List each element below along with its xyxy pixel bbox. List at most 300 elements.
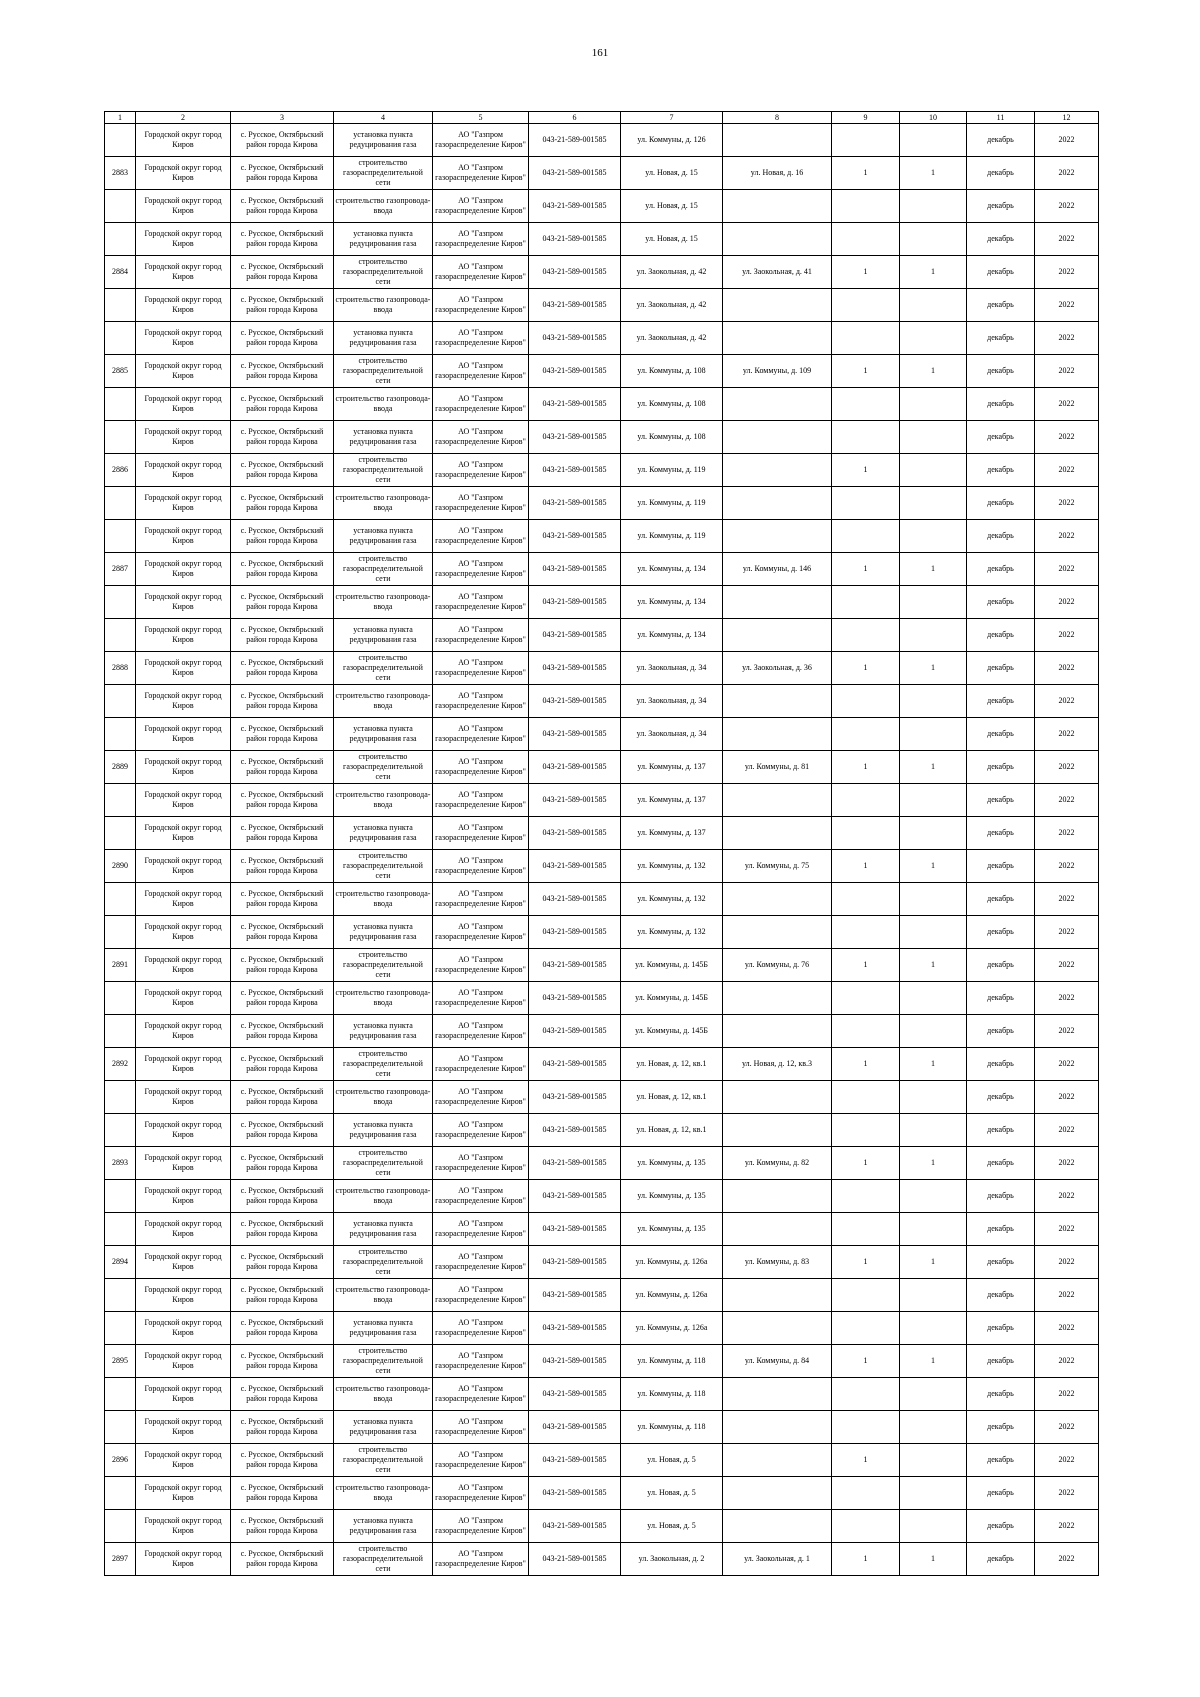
table-cell-col-2: Городской округ город Киров: [136, 817, 231, 850]
table-cell-col-3: с. Русское, Октябрьский район города Кирова: [231, 1312, 334, 1345]
table-cell-col-4: установка пункта редуцирования газа: [334, 1312, 433, 1345]
table-row: [105, 652, 1099, 685]
table-cell-col-11: декабрь: [967, 619, 1035, 652]
table-cell-col-8: [723, 916, 832, 949]
table-cell-col-12: 2022: [1035, 520, 1099, 553]
table-row: [105, 223, 1099, 256]
table-cell-col-9: 1: [832, 652, 900, 685]
table-cell-col-4: строительство газопровода-ввода: [334, 289, 433, 322]
table-row: [105, 1411, 1099, 1444]
table-cell-col-8: [723, 1180, 832, 1213]
table-cell-col-3: с. Русское, Октябрьский район города Кирова: [231, 850, 334, 883]
table-cell-col-2: Городской округ город Киров: [136, 388, 231, 421]
table-cell-col-5: АО "Газпром газораспределение Киров": [433, 157, 529, 190]
table-cell-col-1: 2890: [105, 850, 136, 883]
table-cell-col-12: 2022: [1035, 1147, 1099, 1180]
table-cell-col-2: Городской округ город Киров: [136, 1279, 231, 1312]
table-cell-col-8: [723, 784, 832, 817]
table-cell-col-7: ул. Коммуны, д. 135: [621, 1213, 723, 1246]
table-cell-col-6: 043-21-589-001585: [529, 487, 621, 520]
table-cell-col-3: с. Русское, Октябрьский район города Кирова: [231, 1345, 334, 1378]
table-row: [105, 751, 1099, 784]
table-cell-col-8: [723, 685, 832, 718]
table-cell-col-10: [900, 1411, 967, 1444]
table-cell-col-8: [723, 388, 832, 421]
table-cell-col-9: [832, 1213, 900, 1246]
table-cell-col-7: ул. Коммуны, д. 137: [621, 784, 723, 817]
table-cell-col-12: 2022: [1035, 619, 1099, 652]
table-cell-col-1: [105, 1510, 136, 1543]
table-cell-col-2: Городской округ город Киров: [136, 1345, 231, 1378]
table-cell-col-11: декабрь: [967, 355, 1035, 388]
column-number-cell: 6: [529, 112, 621, 124]
table-cell-col-12: 2022: [1035, 1180, 1099, 1213]
table-cell-col-7: ул. Коммуны, д. 118: [621, 1345, 723, 1378]
table-cell-col-9: [832, 1411, 900, 1444]
table-cell-col-5: АО "Газпром газораспределение Киров": [433, 1411, 529, 1444]
table-cell-col-4: строительство газораспределительной сети: [334, 553, 433, 586]
table-cell-col-12: 2022: [1035, 124, 1099, 157]
table-cell-col-3: с. Русское, Октябрьский район города Кирова: [231, 190, 334, 223]
table-cell-col-4: установка пункта редуцирования газа: [334, 916, 433, 949]
table-cell-col-12: 2022: [1035, 784, 1099, 817]
table-cell-col-1: [105, 1411, 136, 1444]
table-row: [105, 454, 1099, 487]
table-cell-col-6: 043-21-589-001585: [529, 1048, 621, 1081]
table-cell-col-7: ул. Коммуны, д. 135: [621, 1180, 723, 1213]
table-cell-col-8: [723, 520, 832, 553]
table-cell-col-8: [723, 1477, 832, 1510]
table-cell-col-8: ул. Новая, д. 16: [723, 157, 832, 190]
table-cell-col-2: Городской округ город Киров: [136, 1411, 231, 1444]
table-cell-col-5: АО "Газпром газораспределение Киров": [433, 817, 529, 850]
table-cell-col-11: декабрь: [967, 190, 1035, 223]
table-cell-col-1: 2895: [105, 1345, 136, 1378]
table-cell-col-7: ул. Коммуны, д. 145Б: [621, 949, 723, 982]
table-cell-col-3: с. Русское, Октябрьский район города Кирова: [231, 256, 334, 289]
table-cell-col-6: 043-21-589-001585: [529, 685, 621, 718]
table-cell-col-3: с. Русское, Октябрьский район города Кирова: [231, 1543, 334, 1576]
table-cell-col-7: ул. Заокольная, д. 42: [621, 256, 723, 289]
table-cell-col-7: ул. Коммуны, д. 134: [621, 586, 723, 619]
table-cell-col-2: Городской округ город Киров: [136, 652, 231, 685]
table-cell-col-7: ул. Коммуны, д. 108: [621, 388, 723, 421]
table-cell-col-6: 043-21-589-001585: [529, 190, 621, 223]
table-cell-col-12: 2022: [1035, 1378, 1099, 1411]
table-cell-col-4: установка пункта редуцирования газа: [334, 1411, 433, 1444]
table-cell-col-9: 1: [832, 157, 900, 190]
column-number-cell: 4: [334, 112, 433, 124]
table-row: [105, 949, 1099, 982]
table-cell-col-6: 043-21-589-001585: [529, 355, 621, 388]
table-row: [105, 124, 1099, 157]
table-cell-col-3: с. Русское, Октябрьский район города Кирова: [231, 1279, 334, 1312]
table-cell-col-12: 2022: [1035, 949, 1099, 982]
table-cell-col-3: с. Русское, Октябрьский район города Кирова: [231, 1477, 334, 1510]
table-cell-col-9: [832, 619, 900, 652]
table-cell-col-8: [723, 1510, 832, 1543]
table-cell-col-5: АО "Газпром газораспределение Киров": [433, 1378, 529, 1411]
table-cell-col-9: 1: [832, 751, 900, 784]
table-cell-col-9: 1: [832, 1543, 900, 1576]
table-cell-col-10: [900, 322, 967, 355]
table-row: [105, 784, 1099, 817]
table-cell-col-9: [832, 190, 900, 223]
table-cell-col-11: декабрь: [967, 916, 1035, 949]
table-row: [105, 1015, 1099, 1048]
table-cell-col-7: ул. Коммуны, д. 135: [621, 1147, 723, 1180]
table-cell-col-5: АО "Газпром газораспределение Киров": [433, 223, 529, 256]
table-cell-col-6: 043-21-589-001585: [529, 949, 621, 982]
column-number-cell: 12: [1035, 112, 1099, 124]
table-cell-col-8: [723, 289, 832, 322]
table-cell-col-11: декабрь: [967, 487, 1035, 520]
table-cell-col-3: с. Русское, Октябрьский район города Кирова: [231, 685, 334, 718]
table-cell-col-7: ул. Коммуны, д. 132: [621, 850, 723, 883]
register-table: [104, 111, 1099, 1576]
table-cell-col-1: 2894: [105, 1246, 136, 1279]
table-cell-col-3: с. Русское, Октябрьский район города Кирова: [231, 322, 334, 355]
table-cell-col-9: 1: [832, 850, 900, 883]
table-cell-col-7: ул. Коммуны, д. 132: [621, 883, 723, 916]
table-cell-col-9: 1: [832, 949, 900, 982]
table-cell-col-4: установка пункта редуцирования газа: [334, 124, 433, 157]
table-cell-col-9: [832, 1378, 900, 1411]
table-cell-col-11: декабрь: [967, 1378, 1035, 1411]
table-cell-col-8: ул. Коммуны, д. 146: [723, 553, 832, 586]
table-cell-col-2: Городской округ город Киров: [136, 520, 231, 553]
table-cell-col-3: с. Русское, Октябрьский район города Кирова: [231, 784, 334, 817]
table-cell-col-1: [105, 1312, 136, 1345]
table-cell-col-7: ул. Коммуны, д. 108: [621, 355, 723, 388]
table-cell-col-11: декабрь: [967, 1543, 1035, 1576]
table-cell-col-4: строительство газопровода-ввода: [334, 784, 433, 817]
table-cell-col-2: Городской округ город Киров: [136, 1477, 231, 1510]
table-cell-col-8: ул. Коммуны, д. 84: [723, 1345, 832, 1378]
table-cell-col-2: Городской округ город Киров: [136, 1510, 231, 1543]
table-cell-col-8: ул. Коммуны, д. 75: [723, 850, 832, 883]
table-cell-col-1: [105, 1279, 136, 1312]
table-cell-col-4: установка пункта редуцирования газа: [334, 1213, 433, 1246]
table-cell-col-2: Городской округ город Киров: [136, 1444, 231, 1477]
table-cell-col-7: ул. Коммуны, д. 118: [621, 1378, 723, 1411]
table-cell-col-6: 043-21-589-001585: [529, 1510, 621, 1543]
table-cell-col-8: [723, 1279, 832, 1312]
table-cell-col-6: 043-21-589-001585: [529, 1147, 621, 1180]
table-cell-col-3: с. Русское, Октябрьский район города Кирова: [231, 751, 334, 784]
table-cell-col-7: ул. Заокольная, д. 42: [621, 322, 723, 355]
table-row: [105, 1543, 1099, 1576]
table-cell-col-6: 043-21-589-001585: [529, 1246, 621, 1279]
table-cell-col-2: Городской округ город Киров: [136, 718, 231, 751]
table-cell-col-7: ул. Новая, д. 15: [621, 157, 723, 190]
table-cell-col-3: с. Русское, Октябрьский район города Кирова: [231, 1378, 334, 1411]
table-cell-col-8: [723, 1378, 832, 1411]
table-cell-col-10: [900, 817, 967, 850]
table-cell-col-2: Городской округ город Киров: [136, 190, 231, 223]
table-cell-col-5: АО "Газпром газораспределение Киров": [433, 1477, 529, 1510]
table-cell-col-12: 2022: [1035, 652, 1099, 685]
table-cell-col-1: [105, 487, 136, 520]
table-cell-col-11: декабрь: [967, 586, 1035, 619]
table-cell-col-1: [105, 883, 136, 916]
table-cell-col-3: с. Русское, Октябрьский район города Кирова: [231, 157, 334, 190]
table-cell-col-11: декабрь: [967, 883, 1035, 916]
table-cell-col-3: с. Русское, Октябрьский район города Кирова: [231, 1213, 334, 1246]
table-row: [105, 883, 1099, 916]
table-cell-col-11: декабрь: [967, 1246, 1035, 1279]
table-cell-col-4: строительство газораспределительной сети: [334, 1246, 433, 1279]
table-cell-col-10: [900, 718, 967, 751]
table-cell-col-10: 1: [900, 949, 967, 982]
table-cell-col-3: с. Русское, Октябрьский район города Кирова: [231, 520, 334, 553]
table-cell-col-6: 043-21-589-001585: [529, 553, 621, 586]
table-cell-col-7: ул. Коммуны, д. 145Б: [621, 982, 723, 1015]
table-cell-col-8: [723, 1015, 832, 1048]
table-cell-col-9: [832, 289, 900, 322]
table-row: [105, 1345, 1099, 1378]
table-cell-col-3: с. Русское, Октябрьский район города Кирова: [231, 1246, 334, 1279]
table-cell-col-5: АО "Газпром газораспределение Киров": [433, 751, 529, 784]
table-cell-col-11: декабрь: [967, 256, 1035, 289]
table-cell-col-4: строительство газопровода-ввода: [334, 487, 433, 520]
table-cell-col-11: декабрь: [967, 817, 1035, 850]
table-cell-col-5: АО "Газпром газораспределение Киров": [433, 619, 529, 652]
table-cell-col-3: с. Русское, Октябрьский район города Кирова: [231, 355, 334, 388]
table-cell-col-9: [832, 1477, 900, 1510]
table-cell-col-10: [900, 1180, 967, 1213]
table-cell-col-9: [832, 1114, 900, 1147]
table-cell-col-6: 043-21-589-001585: [529, 289, 621, 322]
table-cell-col-6: 043-21-589-001585: [529, 982, 621, 1015]
table-cell-col-7: ул. Коммуны, д. 132: [621, 916, 723, 949]
table-cell-col-9: [832, 586, 900, 619]
table-cell-col-2: Городской округ город Киров: [136, 1543, 231, 1576]
table-cell-col-10: [900, 685, 967, 718]
table-cell-col-6: 043-21-589-001585: [529, 256, 621, 289]
table-cell-col-5: АО "Газпром газораспределение Киров": [433, 685, 529, 718]
table-row: [105, 322, 1099, 355]
table-cell-col-5: АО "Газпром газораспределение Киров": [433, 916, 529, 949]
table-cell-col-4: строительство газопровода-ввода: [334, 388, 433, 421]
table-cell-col-5: АО "Газпром газораспределение Киров": [433, 454, 529, 487]
table-cell-col-8: ул. Заокольная, д. 41: [723, 256, 832, 289]
table-cell-col-4: строительство газораспределительной сети: [334, 1147, 433, 1180]
table-cell-col-9: [832, 1015, 900, 1048]
table-cell-col-7: ул. Коммуны, д. 119: [621, 520, 723, 553]
table-cell-col-4: установка пункта редуцирования газа: [334, 718, 433, 751]
table-cell-col-6: 043-21-589-001585: [529, 1345, 621, 1378]
table-cell-col-8: [723, 817, 832, 850]
table-cell-col-2: Городской округ город Киров: [136, 454, 231, 487]
table-cell-col-11: декабрь: [967, 1510, 1035, 1543]
table-cell-col-8: [723, 1411, 832, 1444]
table-cell-col-1: 2892: [105, 1048, 136, 1081]
table-cell-col-1: [105, 718, 136, 751]
table-cell-col-6: 043-21-589-001585: [529, 421, 621, 454]
table-cell-col-1: [105, 619, 136, 652]
table-cell-col-3: с. Русское, Октябрьский район города Кирова: [231, 817, 334, 850]
table-cell-col-10: 1: [900, 1246, 967, 1279]
table-cell-col-4: установка пункта редуцирования газа: [334, 322, 433, 355]
table-cell-col-11: декабрь: [967, 1081, 1035, 1114]
table-cell-col-7: ул. Новая, д. 15: [621, 223, 723, 256]
table-cell-col-9: [832, 784, 900, 817]
table-row: [105, 190, 1099, 223]
column-number-cell: 3: [231, 112, 334, 124]
table-cell-col-5: АО "Газпром газораспределение Киров": [433, 883, 529, 916]
table-cell-col-8: [723, 718, 832, 751]
table-cell-col-4: строительство газораспределительной сети: [334, 949, 433, 982]
table-cell-col-6: 043-21-589-001585: [529, 388, 621, 421]
table-cell-col-4: установка пункта редуцирования газа: [334, 817, 433, 850]
table-row: [105, 916, 1099, 949]
table-cell-col-10: [900, 223, 967, 256]
table-cell-col-6: 043-21-589-001585: [529, 1411, 621, 1444]
table-cell-col-6: 043-21-589-001585: [529, 1015, 621, 1048]
table-cell-col-7: ул. Коммуны, д. 134: [621, 619, 723, 652]
table-cell-col-11: декабрь: [967, 949, 1035, 982]
table-cell-col-1: [105, 1114, 136, 1147]
table-cell-col-5: АО "Газпром газораспределение Киров": [433, 1114, 529, 1147]
table-cell-col-5: АО "Газпром газораспределение Киров": [433, 124, 529, 157]
table-cell-col-3: с. Русское, Октябрьский район города Кирова: [231, 1510, 334, 1543]
table-cell-col-3: с. Русское, Октябрьский район города Кирова: [231, 718, 334, 751]
table-cell-col-8: [723, 1312, 832, 1345]
table-cell-col-8: [723, 124, 832, 157]
table-cell-col-5: АО "Газпром газораспределение Киров": [433, 1279, 529, 1312]
column-number-cell: 2: [136, 112, 231, 124]
table-cell-col-11: декабрь: [967, 652, 1035, 685]
table-row: [105, 1477, 1099, 1510]
table-cell-col-2: Городской округ город Киров: [136, 1081, 231, 1114]
table-row: [105, 1180, 1099, 1213]
table-cell-col-11: декабрь: [967, 553, 1035, 586]
table-cell-col-12: 2022: [1035, 454, 1099, 487]
table-cell-col-12: 2022: [1035, 1411, 1099, 1444]
table-row: [105, 817, 1099, 850]
table-cell-col-6: 043-21-589-001585: [529, 1180, 621, 1213]
table-cell-col-2: Городской округ город Киров: [136, 1114, 231, 1147]
table-cell-col-10: [900, 1114, 967, 1147]
table-cell-col-10: 1: [900, 355, 967, 388]
table-cell-col-2: Городской округ город Киров: [136, 916, 231, 949]
table-cell-col-2: Городской округ город Киров: [136, 1147, 231, 1180]
table-cell-col-10: 1: [900, 1147, 967, 1180]
table-cell-col-5: АО "Газпром газораспределение Киров": [433, 1312, 529, 1345]
table-cell-col-5: АО "Газпром газораспределение Киров": [433, 256, 529, 289]
table-row: [105, 850, 1099, 883]
table-cell-col-6: 043-21-589-001585: [529, 520, 621, 553]
table-cell-col-7: ул. Коммуны, д. 145Б: [621, 1015, 723, 1048]
table-row: [105, 520, 1099, 553]
table-cell-col-5: АО "Газпром газораспределение Киров": [433, 1345, 529, 1378]
table-cell-col-4: установка пункта редуцирования газа: [334, 619, 433, 652]
table-cell-col-6: 043-21-589-001585: [529, 454, 621, 487]
table-cell-col-5: АО "Газпром газораспределение Киров": [433, 190, 529, 223]
column-number-cell: 7: [621, 112, 723, 124]
table-cell-col-8: [723, 421, 832, 454]
table-cell-col-8: [723, 586, 832, 619]
table-cell-col-8: [723, 1081, 832, 1114]
table-cell-col-1: [105, 982, 136, 1015]
table-cell-col-2: Городской округ город Киров: [136, 487, 231, 520]
table-cell-col-7: ул. Новая, д. 12, кв.1: [621, 1114, 723, 1147]
page-number: 161: [591, 47, 609, 59]
table-cell-col-1: [105, 916, 136, 949]
table-cell-col-12: 2022: [1035, 1543, 1099, 1576]
table-cell-col-4: строительство газораспределительной сети: [334, 751, 433, 784]
table-row: [105, 1510, 1099, 1543]
table-cell-col-12: 2022: [1035, 916, 1099, 949]
table-cell-col-11: декабрь: [967, 223, 1035, 256]
table-cell-col-12: 2022: [1035, 355, 1099, 388]
table-cell-col-3: с. Русское, Октябрьский район города Кирова: [231, 652, 334, 685]
table-cell-col-8: ул. Коммуны, д. 76: [723, 949, 832, 982]
table-cell-col-8: [723, 1213, 832, 1246]
table-cell-col-10: [900, 1081, 967, 1114]
table-cell-col-5: АО "Газпром газораспределение Киров": [433, 520, 529, 553]
table-cell-col-6: 043-21-589-001585: [529, 124, 621, 157]
table-cell-col-10: [900, 586, 967, 619]
table-cell-col-6: 043-21-589-001585: [529, 751, 621, 784]
table-cell-col-10: [900, 190, 967, 223]
table-row: [105, 1081, 1099, 1114]
table-cell-col-9: 1: [832, 454, 900, 487]
table-cell-col-6: 043-21-589-001585: [529, 1444, 621, 1477]
table-cell-col-12: 2022: [1035, 223, 1099, 256]
table-cell-col-4: установка пункта редуцирования газа: [334, 520, 433, 553]
table-cell-col-1: [105, 817, 136, 850]
table-cell-col-2: Городской округ город Киров: [136, 157, 231, 190]
table-cell-col-10: [900, 421, 967, 454]
table-cell-col-6: 043-21-589-001585: [529, 1543, 621, 1576]
table-cell-col-4: строительство газопровода-ввода: [334, 1477, 433, 1510]
table-cell-col-6: 043-21-589-001585: [529, 1081, 621, 1114]
table-cell-col-1: 2885: [105, 355, 136, 388]
table-cell-col-3: с. Русское, Октябрьский район города Кирова: [231, 454, 334, 487]
table-cell-col-3: с. Русское, Октябрьский район города Кирова: [231, 289, 334, 322]
table-cell-col-10: [900, 487, 967, 520]
table-cell-col-9: [832, 817, 900, 850]
table-cell-col-2: Городской округ город Киров: [136, 1213, 231, 1246]
table-row: [105, 256, 1099, 289]
table-cell-col-5: АО "Газпром газораспределение Киров": [433, 1246, 529, 1279]
table-cell-col-1: [105, 1015, 136, 1048]
table-cell-col-7: ул. Коммуны, д. 119: [621, 487, 723, 520]
table-cell-col-12: 2022: [1035, 1015, 1099, 1048]
table-cell-col-6: 043-21-589-001585: [529, 619, 621, 652]
table-cell-col-5: АО "Газпром газораспределение Киров": [433, 586, 529, 619]
table-cell-col-2: Городской округ город Киров: [136, 1048, 231, 1081]
table-cell-col-10: 1: [900, 157, 967, 190]
table-cell-col-12: 2022: [1035, 1246, 1099, 1279]
table-cell-col-8: [723, 190, 832, 223]
table-cell-col-1: [105, 1477, 136, 1510]
table-cell-col-4: строительство газораспределительной сети: [334, 1345, 433, 1378]
table-cell-col-6: 043-21-589-001585: [529, 1477, 621, 1510]
table-cell-col-9: [832, 916, 900, 949]
table-cell-col-4: строительство газопровода-ввода: [334, 1378, 433, 1411]
table-cell-col-1: [105, 1213, 136, 1246]
table-cell-col-2: Городской округ город Киров: [136, 256, 231, 289]
table-cell-col-4: строительство газопровода-ввода: [334, 1279, 433, 1312]
table-cell-col-12: 2022: [1035, 190, 1099, 223]
table-cell-col-4: строительство газораспределительной сети: [334, 454, 433, 487]
table-cell-col-7: ул. Коммуны, д. 126а: [621, 1246, 723, 1279]
table-cell-col-11: декабрь: [967, 1114, 1035, 1147]
table-cell-col-3: с. Русское, Октябрьский район города Кирова: [231, 1015, 334, 1048]
